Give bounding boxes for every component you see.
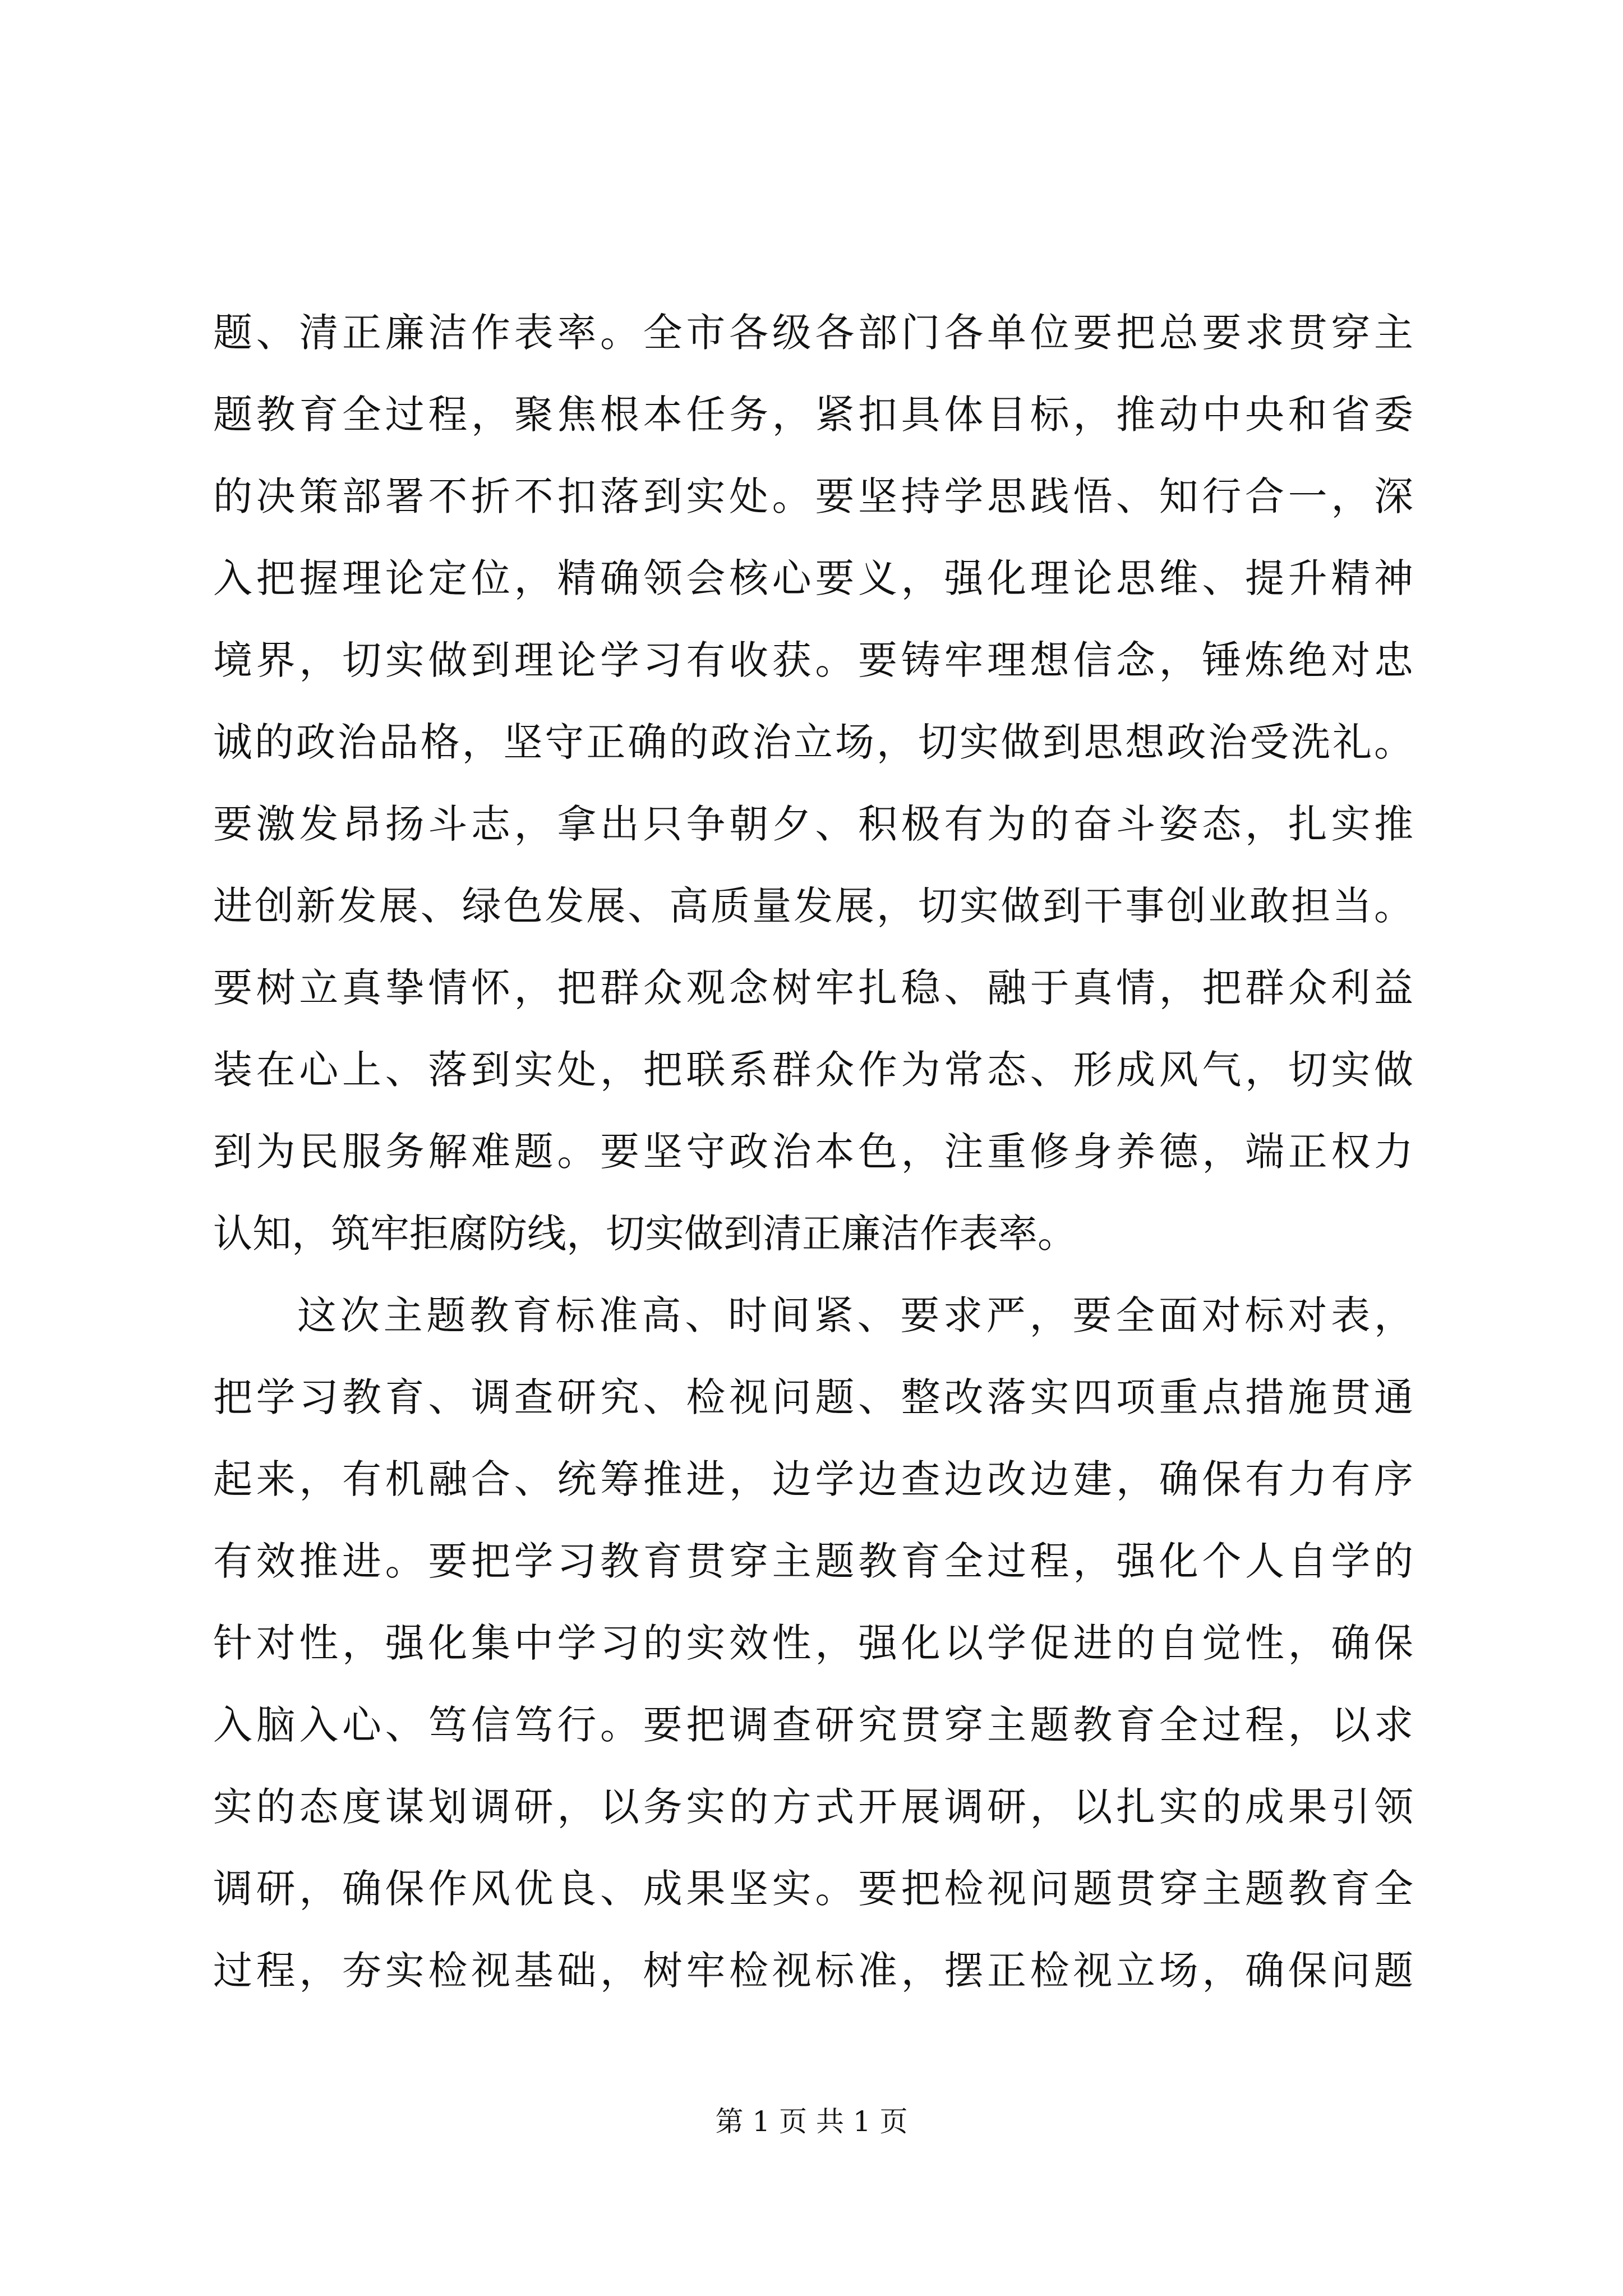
paragraph-line: 调研，确保作风优良、成果坚实。要把检视问题贯穿主题教育全 <box>213 1866 1413 1912</box>
document-body <box>213 292 1413 2012</box>
paragraph-line: 境界，切实做到理论学习有收获。要铸牢理想信念，锤炼绝对忠 <box>213 637 1413 683</box>
page-footer <box>0 2105 1623 2138</box>
paragraph-line: 起来，有机融合、统筹推进，边学边查边改边建，确保有力有序 <box>213 1456 1413 1502</box>
paragraph-line: 题教育全过程，聚焦根本任务，紧扣具体目标，推动中央和省委 <box>213 392 1413 438</box>
paragraph-line: 要树立真挚情怀，把群众观念树牢扎稳、融于真情，把群众利益 <box>213 965 1413 1011</box>
page-number-label: 第 1 页 共 1 页 <box>715 2105 908 2138</box>
paragraph-line: 到为民服务解难题。要坚守政治本色，注重修身养德，端正权力 <box>213 1129 1413 1175</box>
paragraph-line: 入把握理论定位，精确领会核心要义，强化理论思维、提升精神 <box>213 555 1413 601</box>
paragraph-line: 认知，筑牢拒腐防线，切实做到清正廉洁作表率。 <box>213 1211 1077 1257</box>
paragraph-line: 的决策部署不折不扣落到实处。要坚持学思践悟、知行合一，深 <box>213 473 1413 519</box>
paragraph-line: 诚的政治品格，坚守正确的政治立场，切实做到思想政治受洗礼。 <box>213 719 1413 765</box>
paragraph-line: 题、清正廉洁作表率。全市各级各部门各单位要把总要求贯穿主 <box>213 310 1413 356</box>
paragraph-1 <box>213 292 1413 1274</box>
paragraph-line: 有效推进。要把学习教育贯穿主题教育全过程，强化个人自学的 <box>213 1538 1413 1584</box>
paragraph-line: 把学习教育、调查研究、检视问题、整改落实四项重点措施贯通 <box>213 1374 1413 1420</box>
paragraph-line: 入脑入心、笃信笃行。要把调查研究贯穿主题教育全过程，以求 <box>213 1702 1413 1748</box>
paragraph-2 <box>213 1274 1413 2012</box>
paragraph-line: 装在心上、落到实处，把联系群众作为常态、形成风气，切实做 <box>213 1047 1413 1093</box>
paragraph-line: 过程，夯实检视基础，树牢检视标准，摆正检视立场，确保问题 <box>213 1948 1413 1994</box>
paragraph-line: 进创新发展、绿色发展、高质量发展，切实做到干事创业敢担当。 <box>213 883 1413 929</box>
paragraph-line: 这次主题教育标准高、时间紧、要求严，要全面对标对表， <box>297 1292 1413 1338</box>
paragraph-line: 要激发昂扬斗志，拿出只争朝夕、积极有为的奋斗姿态，扎实推 <box>213 801 1413 847</box>
paragraph-line: 针对性，强化集中学习的实效性，强化以学促进的自觉性，确保 <box>213 1620 1413 1666</box>
paragraph-line: 实的态度谋划调研，以务实的方式开展调研，以扎实的成果引领 <box>213 1784 1413 1830</box>
